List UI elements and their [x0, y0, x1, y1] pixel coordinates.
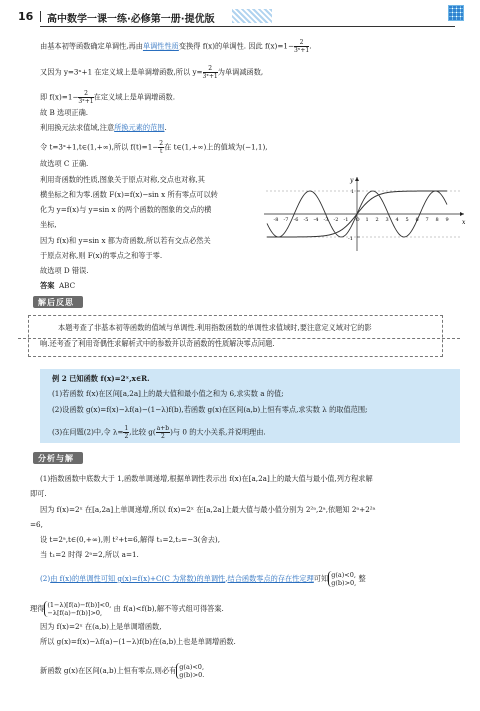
- x-tick-label: 5: [405, 217, 409, 223]
- analysis-line: 因为 f(x)=2ˣ 在[a,2a]上单调递增,所以 f(x)=2ˣ 在[a,2a]上最大值与最小值分别为 2²ᵃ,2ᵃ,依题知 2ᵃ+2²ᵃ: [40, 505, 376, 514]
- reflection-text: 本题考查了非基本初等函数的值域与单调性.利用指数函数的单调性求值域时,要注意定义域对它的影: [58, 323, 372, 332]
- x-tick-label: 4: [395, 217, 399, 223]
- x-tick-label: 6: [415, 217, 419, 223]
- fraction: $\frac{2}{\text{3ˣ+1}}$: [202, 65, 218, 80]
- solution-line: 故 B 选项正确.: [40, 108, 89, 117]
- y-tick-label: 1: [351, 189, 355, 195]
- solution-line: 因为 f(x)和 y=sin x 都为奇函数,所以若有交点必然关: [40, 236, 211, 245]
- x-tick-label: -5: [303, 217, 309, 223]
- example-question: (1)若函数 f(x)在区间[a,2a]上的最大值和最小值之和为 6,求实数 a 的值;: [52, 389, 284, 398]
- solution-line: 令 t=3ˣ+1,t∈(1,+∞),所以 f(t)=1− $\frac{2}{t}$ 在 t∈(1,+∞)上的值域为(−1,1),: [40, 140, 268, 155]
- y-tick-label: -1: [348, 236, 353, 242]
- x-tick-label: -8: [273, 217, 279, 223]
- analysis-line: =6,: [30, 520, 43, 529]
- x-tick-label: O: [355, 217, 360, 223]
- reflection-box: [28, 315, 443, 357]
- x-tick-label: 3: [385, 217, 389, 223]
- header-divider: [40, 11, 41, 22]
- y-axis-label: y: [350, 177, 354, 184]
- analysis-line: 因为 f(x)=2ˣ 在(a,b)上是单调增函数,: [40, 622, 162, 631]
- analysis-line: 理得 (1−λ)[f(a)−f(b)]<0, −λ[f(a)−f(b)]>0, 由 f(a)<f(b),解不等式组可得答案.: [30, 601, 224, 617]
- x-tick-label: -6: [293, 217, 299, 223]
- analysis-line: 当 t₁=2 时得 2ᵃ=2,所以 a=1.: [40, 550, 139, 559]
- x-axis-label: x: [462, 219, 466, 226]
- header-rule: [40, 26, 455, 27]
- fraction: $\frac{2}{\text{3ˣ+1}}$: [293, 39, 310, 54]
- reflection-text: 响.还考查了利用奇偶性求解析式中的参数并以奇函数的性质解决零点问题.: [40, 339, 275, 348]
- x-tick-label: 8: [435, 217, 439, 223]
- x-tick-label: -4: [313, 217, 319, 223]
- fraction: $\frac{2}{\text{3ˣ+1}}$: [78, 90, 94, 105]
- solution-line: 化为 y=f(x)与 y=sin x 的两个函数的图象的交点的横: [40, 205, 212, 214]
- inequality-system: g(a)<0, g(b)>0,: [328, 571, 356, 587]
- answer-value: ABC: [58, 281, 76, 290]
- example-question: (3)在问题(2)中,令 λ= $\frac{1}{2}$ ,比较 g( $\frac{a+b}{2}$ )与 0 的大小关系,并说明理由.: [52, 425, 266, 440]
- fraction: $\frac{a+b}{2}$: [156, 425, 170, 440]
- x-tick-label: -3: [323, 217, 329, 223]
- page-number: 16: [18, 10, 34, 23]
- solution-line: 即 f(x)=1− $\frac{2}{\text{3ˣ+1}}$ 在定义域上是单调增函数.: [40, 90, 175, 105]
- header-ornament: [232, 9, 272, 23]
- y-axis-arrow: [355, 177, 359, 181]
- example-title: 例 2 已知函数 f(x)=2ˣ,x∈R.: [52, 374, 150, 383]
- x-tick-label: 1: [365, 217, 369, 223]
- solution-line: 横坐标之和为零.函数 F(x)=f(x)−sin x 所有零点可以转: [40, 190, 218, 199]
- answer-label: 答案: [40, 281, 55, 290]
- x-axis-arrow: [460, 212, 464, 216]
- analysis-line: 所以 g(x)=f(x)−λf(a)−(1−λ)f(b)在(a,b)上也是单调增函数.: [40, 637, 236, 646]
- cube-logo-icon: [448, 5, 464, 21]
- highlight-phrase: 由 f(x)的单调性可知 g(x)=f(x)+C(C 为常数)的单调性: [50, 574, 226, 583]
- fraction: $\frac{2}{t}$: [159, 140, 164, 155]
- highlight-phrase: 结合函数零点的存在性定理: [227, 574, 314, 583]
- fraction: $\frac{1}{2}$: [124, 425, 129, 440]
- section-tag-analysis: 分析与解: [33, 452, 83, 464]
- highlight-phrase: 单调性性质: [142, 41, 179, 51]
- x-tick-label: 9: [445, 217, 449, 223]
- x-tick-labels: [274, 217, 449, 223]
- analysis-line: (2)由 f(x)的单调性可知 g(x)=f(x)+C(C 为常数)的单调性,结合函数零点的存在性定理可知 g(a)<0, g(b)>0, 整: [40, 571, 366, 587]
- solution-line: 于原点对称,则 F(x)的零点之和等于零.: [40, 251, 163, 260]
- x-tick-label: -7: [283, 217, 289, 223]
- solution-line: 利用奇函数的性质,图象关于原点对称,交点也对称,其: [40, 175, 205, 184]
- solution-line: 故选项 C 正确.: [40, 159, 89, 168]
- x-tick-label: -1: [343, 217, 349, 223]
- x-tick-label: 7: [425, 217, 429, 223]
- answer-line: [40, 281, 75, 291]
- x-tick-label: 2: [375, 217, 379, 223]
- example-question: (2)设函数 g(x)=f(x)−λf(a)−(1−λ)f(b),若函数 g(x)在区间(a,b)上恒有零点,求实数 λ 的取值范围;: [52, 405, 368, 414]
- analysis-line: 即可.: [30, 489, 47, 498]
- x-tick-label: -2: [333, 217, 339, 223]
- section-tag-reflection: 解后反思: [33, 296, 83, 308]
- solution-line: 又因为 y=3ˣ+1 在定义域上是单调增函数,所以 y= $\frac{2}{\text{3ˣ+1}}$ 为单调减函数,: [40, 65, 264, 80]
- solution-line: 坐标,: [40, 220, 57, 229]
- analysis-line: 新函数 g(x)在区间(a,b)上恒有零点,则必有 g(a)<0, g(b)>0.: [40, 663, 205, 679]
- solution-line: 由基本初等函数确定单调性,再由单调性性质变换得 f(x)的单调性. 因此 f(x)=1− $\frac{2}{\text{3ˣ+1}}$ .: [40, 39, 312, 54]
- analysis-line: (1)指数函数中底数大于 1,函数单调递增,根据单调性表示出 f(x)在[a,2a]上的最大值与最小值,列方程求解: [40, 474, 373, 483]
- book-title: 高中数学一课一练·必修第一册·提优版: [47, 14, 215, 25]
- function-graph: [262, 175, 467, 253]
- inequality-system: g(a)<0, g(b)>0.: [176, 663, 204, 679]
- highlight-phrase: 所换元素的范围: [114, 123, 165, 132]
- inequality-system: (1−λ)[f(a)−f(b)]<0, −λ[f(a)−f(b)]>0,: [44, 601, 111, 617]
- solution-line: 利用换元法求值域,注意所换元素的范围.: [40, 123, 167, 132]
- analysis-line: 设 t=2ᵃ,t∈(0,+∞),则 t²+t=6,解得 t₁=2,t₂=−3(舍去),: [40, 535, 220, 544]
- page-header: [0, 0, 480, 30]
- solution-line: 故选项 D 错误.: [40, 266, 89, 275]
